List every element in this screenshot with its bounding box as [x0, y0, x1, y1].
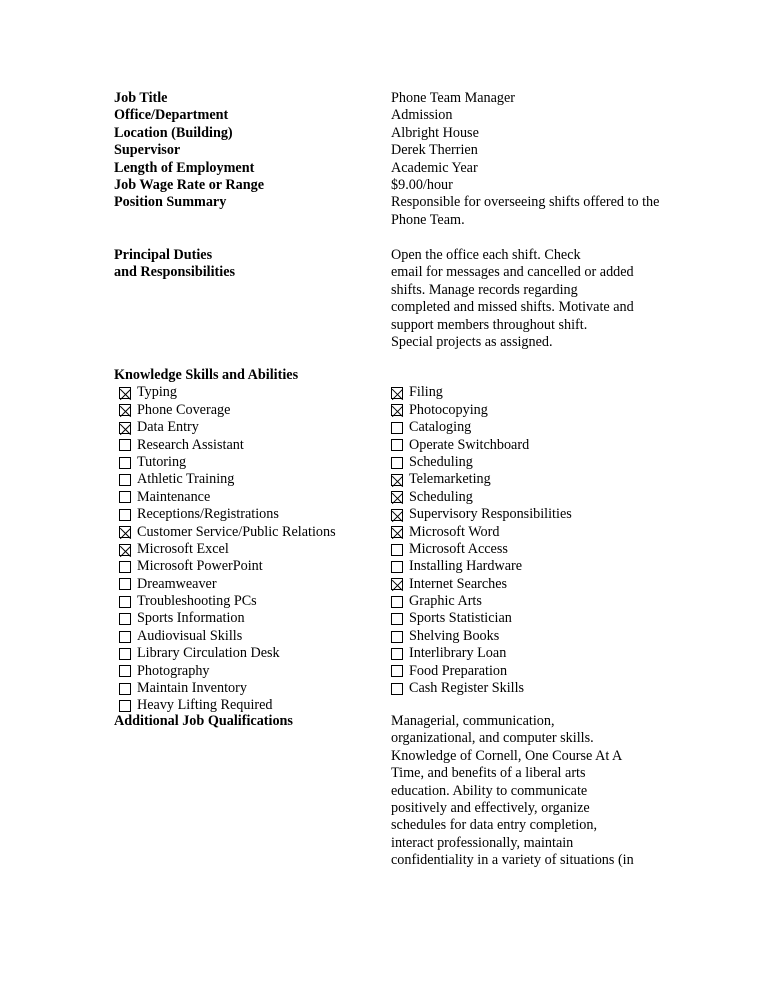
field-value-summary: Responsible for overseeing shifts offered to the Phone Team.	[391, 194, 660, 228]
skill-option[interactable]	[119, 541, 336, 558]
skill-label: Data Entry	[137, 419, 199, 436]
unchecked-checkbox[interactable]	[391, 457, 403, 469]
skill-label: Photography	[137, 662, 210, 679]
skill-option[interactable]	[119, 663, 336, 680]
additional-line: Knowledge of Cornell, One Course At A	[391, 747, 623, 764]
field-value-length: Academic Year	[391, 159, 478, 176]
checked-checkbox[interactable]	[119, 544, 131, 556]
skill-option[interactable]	[391, 419, 572, 436]
skill-label: Cash Register Skills	[409, 680, 525, 697]
checked-checkbox[interactable]	[391, 387, 403, 399]
additional-line: Time, and benefits of a liberal arts	[391, 765, 586, 782]
unchecked-checkbox[interactable]	[391, 544, 403, 556]
unchecked-checkbox[interactable]	[119, 700, 131, 712]
field-label-supervisor: Supervisor	[114, 142, 181, 159]
skill-label: Scheduling	[409, 488, 473, 505]
checked-checkbox[interactable]	[391, 474, 403, 486]
checked-checkbox[interactable]	[391, 404, 403, 416]
unchecked-checkbox[interactable]	[119, 578, 131, 590]
skill-option[interactable]	[119, 645, 336, 662]
skill-label: Maintenance	[137, 488, 211, 505]
skill-label: Food Preparation	[409, 662, 508, 679]
skill-option[interactable]	[119, 506, 336, 523]
skill-option[interactable]	[391, 680, 572, 697]
checked-checkbox[interactable]	[391, 578, 403, 590]
field-label-wage: Job Wage Rate or Range	[114, 177, 265, 193]
skill-label: Telemarketing	[409, 471, 491, 488]
unchecked-checkbox[interactable]	[391, 596, 403, 608]
field-value-wage: $9.00/hour	[391, 177, 453, 193]
unchecked-checkbox[interactable]	[119, 631, 131, 643]
checked-checkbox[interactable]	[119, 404, 131, 416]
skills-right-column	[391, 384, 572, 697]
unchecked-checkbox[interactable]	[119, 561, 131, 573]
skill-label: Sports Information	[137, 610, 245, 627]
unchecked-checkbox[interactable]	[391, 665, 403, 677]
field-value-supervisor: Derek Therrien	[391, 142, 478, 159]
unchecked-checkbox[interactable]	[391, 439, 403, 451]
duties-line: email for messages and cancelled or added	[391, 264, 634, 281]
skill-option[interactable]	[391, 576, 572, 593]
skill-label: Typing	[137, 384, 177, 401]
additional-line: confidentiality in a variety of situations (in	[391, 852, 634, 869]
skill-label: Receptions/Registrations	[137, 506, 279, 523]
additional-line: positively and effectively, organize	[391, 800, 590, 817]
skill-label: Filing	[409, 384, 443, 401]
unchecked-checkbox[interactable]	[119, 683, 131, 695]
additional-line: Managerial, communication,	[391, 713, 555, 729]
skill-label: Scheduling	[409, 453, 473, 470]
skill-option[interactable]	[391, 524, 572, 541]
checked-checkbox[interactable]	[391, 526, 403, 538]
skill-option[interactable]	[119, 454, 336, 471]
skill-option[interactable]	[391, 506, 572, 523]
duties-label-line1: Principal Duties	[114, 247, 213, 263]
additional-label: Additional Job Qualifications	[114, 713, 293, 729]
skill-option[interactable]	[119, 471, 336, 488]
additional-line: interact professionally, maintain	[391, 834, 574, 851]
unchecked-checkbox[interactable]	[391, 631, 403, 643]
skill-label: Tutoring	[137, 453, 187, 470]
skill-label: Shelving Books	[409, 627, 500, 644]
skill-option[interactable]	[391, 384, 572, 401]
duties-line: support members throughout shift.	[391, 316, 588, 333]
skill-label: Graphic Arts	[409, 593, 482, 610]
skill-label: Customer Service/Public Relations	[137, 523, 336, 540]
unchecked-checkbox[interactable]	[391, 683, 403, 695]
skill-label: Audiovisual Skills	[137, 627, 243, 644]
skill-option[interactable]	[119, 489, 336, 506]
unchecked-checkbox[interactable]	[119, 648, 131, 660]
field-label-job-title: Job Title	[114, 90, 168, 106]
field-value-job-title: Phone Team Manager	[391, 90, 516, 106]
skill-label: Library Circulation Desk	[137, 645, 280, 662]
unchecked-checkbox[interactable]	[391, 422, 403, 434]
skills-left-column	[119, 384, 336, 714]
skill-label: Athletic Training	[137, 471, 235, 488]
skill-option[interactable]	[119, 524, 336, 541]
skill-option[interactable]	[119, 610, 336, 627]
checked-checkbox[interactable]	[119, 387, 131, 399]
skill-label: Photocopying	[409, 401, 488, 418]
skill-option[interactable]	[391, 663, 572, 680]
additional-line: organizational, and computer skills.	[391, 730, 594, 747]
skill-option[interactable]	[391, 471, 572, 488]
additional-line: schedules for data entry completion,	[391, 817, 598, 834]
skill-label: Phone Coverage	[137, 401, 231, 418]
duties-line: completed and missed shifts. Motivate and	[391, 299, 634, 316]
unchecked-checkbox[interactable]	[119, 665, 131, 677]
skill-label: Internet Searches	[409, 575, 508, 592]
unchecked-checkbox[interactable]	[119, 596, 131, 608]
skill-option[interactable]	[391, 645, 572, 662]
skill-label: Operate Switchboard	[409, 436, 530, 453]
skill-label: Dreamweaver	[137, 575, 217, 592]
checked-checkbox[interactable]	[391, 491, 403, 503]
checked-checkbox[interactable]	[119, 526, 131, 538]
unchecked-checkbox[interactable]	[391, 561, 403, 573]
skill-option[interactable]	[391, 437, 572, 454]
duties-label-line2: and Responsibilities	[114, 264, 236, 281]
skill-option[interactable]	[119, 402, 336, 419]
skill-option[interactable]	[119, 628, 336, 645]
skill-option[interactable]	[119, 558, 336, 575]
skill-option[interactable]	[119, 680, 336, 697]
field-label-length: Length of Employment	[114, 159, 255, 176]
skill-option[interactable]	[119, 419, 336, 436]
skill-label: Research Assistant	[137, 436, 244, 453]
skill-option[interactable]	[391, 610, 572, 627]
skill-option[interactable]	[391, 628, 572, 645]
unchecked-checkbox[interactable]	[119, 457, 131, 469]
skill-label: Sports Statistician	[409, 610, 512, 627]
unchecked-checkbox[interactable]	[119, 491, 131, 503]
duties-text	[391, 247, 634, 351]
skill-label: Microsoft Excel	[137, 540, 229, 557]
skill-label: Supervisory Responsibilities	[409, 506, 572, 523]
skill-option[interactable]	[391, 558, 572, 575]
duties-line: Open the office each shift. Check	[391, 247, 581, 263]
field-label-summary: Position Summary	[114, 194, 227, 211]
skills-heading: Knowledge Skills and Abilities	[114, 367, 299, 383]
unchecked-checkbox[interactable]	[391, 648, 403, 660]
skill-option[interactable]	[119, 384, 336, 401]
unchecked-checkbox[interactable]	[119, 474, 131, 486]
unchecked-checkbox[interactable]	[391, 613, 403, 625]
skill-label: Interlibrary Loan	[409, 645, 507, 662]
field-label-office: Office/Department	[114, 107, 229, 124]
skill-label: Troubleshooting PCs	[137, 593, 257, 610]
skill-label: Installing Hardware	[409, 558, 523, 575]
field-value-location: Albright House	[391, 124, 479, 141]
unchecked-checkbox[interactable]	[119, 509, 131, 521]
checked-checkbox[interactable]	[119, 422, 131, 434]
unchecked-checkbox[interactable]	[119, 439, 131, 451]
skill-label: Microsoft Word	[409, 523, 500, 540]
skill-label: Microsoft PowerPoint	[137, 558, 263, 575]
skill-label: Cataloging	[409, 419, 472, 436]
unchecked-checkbox[interactable]	[119, 613, 131, 625]
skill-label: Heavy Lifting Required	[137, 697, 273, 714]
skill-option[interactable]	[119, 576, 336, 593]
additional-line: education. Ability to communicate	[391, 782, 588, 799]
field-label-location: Location (Building)	[114, 124, 233, 141]
field-value-office: Admission	[391, 107, 453, 124]
additional-text	[391, 713, 634, 870]
skill-label: Maintain Inventory	[137, 680, 247, 697]
skill-option[interactable]	[391, 402, 572, 419]
checked-checkbox[interactable]	[391, 509, 403, 521]
skill-option[interactable]	[119, 593, 336, 610]
duties-line: Special projects as assigned.	[391, 334, 553, 351]
skill-option[interactable]	[119, 437, 336, 454]
skill-option[interactable]	[391, 489, 572, 506]
skill-label: Microsoft Access	[409, 540, 508, 557]
skill-option[interactable]	[391, 541, 572, 558]
duties-line: shifts. Manage records regarding	[391, 281, 578, 298]
skill-option[interactable]	[391, 454, 572, 471]
skill-option[interactable]	[391, 593, 572, 610]
